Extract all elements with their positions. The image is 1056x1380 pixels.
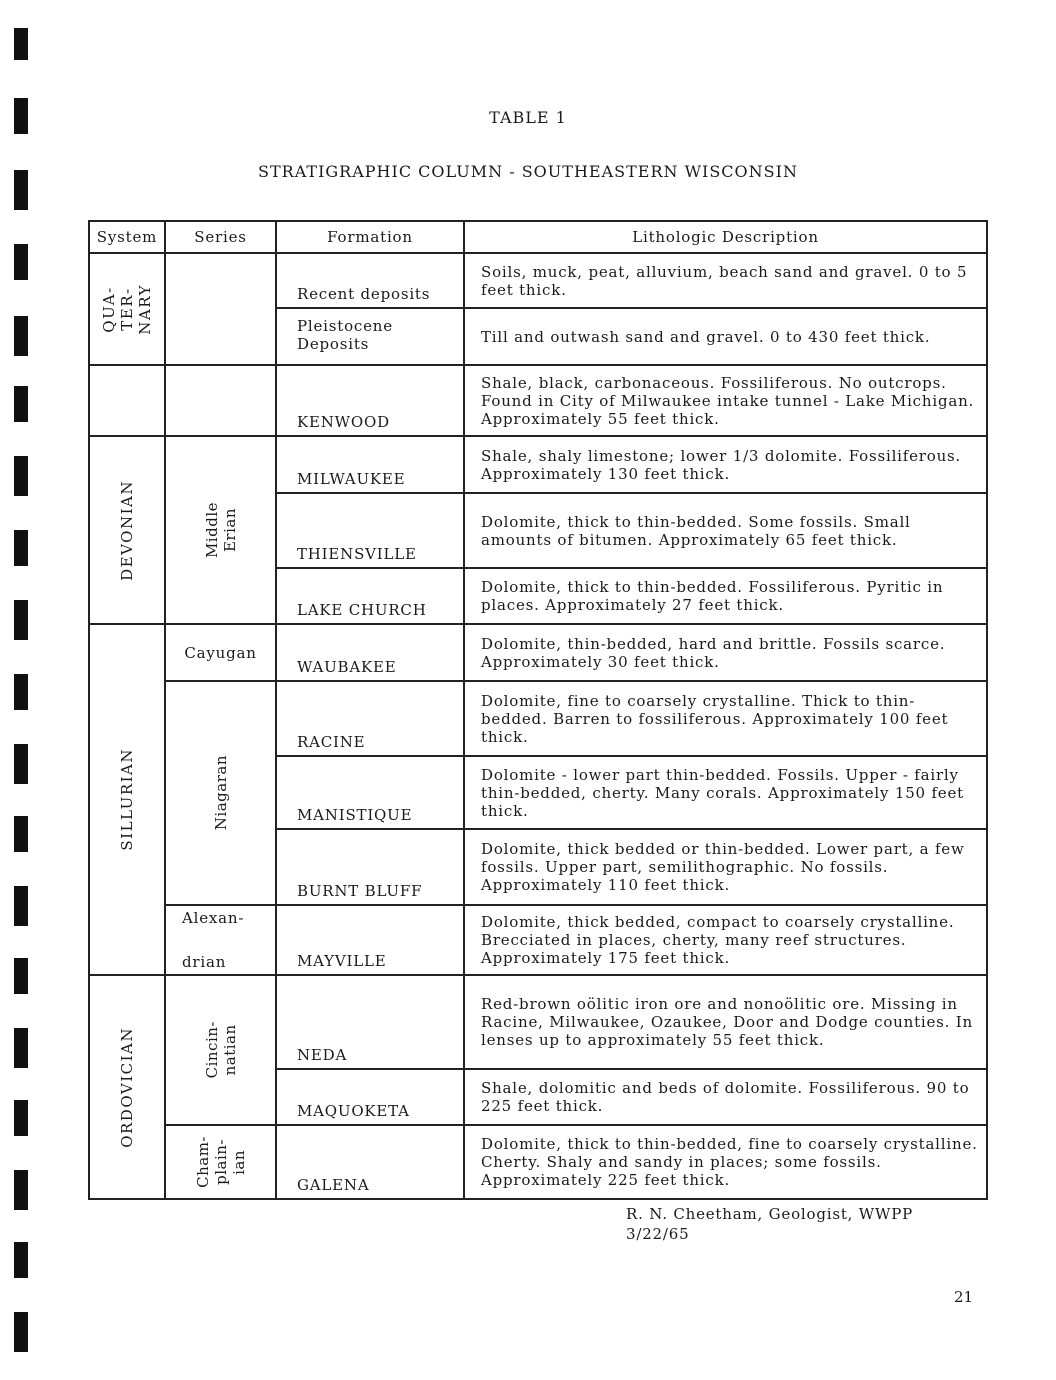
formation-cell: BURNT BLUFF [276,829,464,905]
header-row [89,221,987,253]
header-series: Series [165,221,276,253]
binder-mark [14,674,28,710]
formation-cell: Pleistocene Deposits [276,308,464,365]
description-cell: Dolomite, thin-bedded, hard and brittle. Fossils scarce. Approximately 30 feet thick. [464,624,987,681]
formation-cell: RACINE [276,681,464,756]
binder-mark [14,530,28,566]
table-row [89,436,987,493]
formation-cell: MILWAUKEE [276,436,464,493]
header-description: Lithologic Description [464,221,987,253]
series-alexandrian [165,905,276,975]
binder-mark [14,1170,28,1210]
formation-cell: MAQUOKETA [276,1069,464,1125]
binder-mark [14,600,28,640]
series-empty [165,253,276,365]
formation-cell: MAYVILLE [276,905,464,975]
description-cell: Dolomite, thick to thin-bedded. Fossiliferous. Pyritic in places. Approximately 27 feet thick. [464,568,987,624]
table-label: TABLE 1 [489,108,567,127]
binder-mark [14,386,28,422]
system-empty [89,365,165,436]
description-cell: Till and outwash sand and gravel. 0 to 430 feet thick. [464,308,987,365]
series-cayugan: Cayugan [165,624,276,681]
table-row [89,253,987,308]
binder-mark [14,958,28,994]
binder-mark [14,456,28,496]
page-title: STRATIGRAPHIC COLUMN - SOUTHEASTERN WISCONSIN [258,162,798,181]
header-formation: Formation [276,221,464,253]
table-row [89,905,987,975]
page-number: 21 [954,1288,974,1306]
system-silurian: SILLURIAN [89,624,165,975]
system-ordovician: ORDOVICIAN [89,975,165,1199]
header-system: System [89,221,165,253]
binder-mark [14,744,28,784]
formation-cell: GALENA [276,1125,464,1199]
formation-cell: NEDA [276,975,464,1069]
series-niagaran: Niagaran [165,681,276,905]
binder-mark [14,316,28,356]
series-alexandrian-line1: Alexan- [182,909,245,927]
table-row [89,365,987,436]
signature-block [626,1204,913,1244]
series-champlainian: Cham- plain- ian [165,1125,276,1199]
signature-author: R. N. Cheetham, Geologist, WWPP [626,1205,914,1223]
table-row [89,975,987,1069]
formation-cell: KENWOOD [276,365,464,436]
description-cell: Dolomite, fine to coarsely crystalline. Thick to thin-bedded. Barren to fossiliferous. Approximately 100 feet thick. [464,681,987,756]
formation-cell: WAUBAKEE [276,624,464,681]
series-alexandrian-line2: drian [182,953,227,971]
description-cell: Red-brown oölitic iron ore and nonoölitic ore. Missing in Racine, Milwaukee, Ozaukee, Door and Dodge counties. In lenses up to approximately 55 feet thick. [464,975,987,1069]
series-middle-erian: Middle Erian [165,436,276,624]
formation-cell: MANISTIQUE [276,756,464,829]
binder-mark [14,244,28,280]
description-cell: Soils, muck, peat, alluvium, beach sand and gravel. 0 to 5 feet thick. [464,253,987,308]
description-cell: Dolomite - lower part thin-bedded. Fossils. Upper - fairly thin-bedded, cherty. Many corals. Approximately 150 feet thick. [464,756,987,829]
binder-mark [14,1312,28,1352]
binder-mark [14,816,28,852]
system-devonian: DEVONIAN [89,436,165,624]
table-row [89,624,987,681]
description-cell: Dolomite, thick to thin-bedded. Some fossils. Small amounts of bitumen. Approximately 65 feet thick. [464,493,987,568]
description-cell: Dolomite, thick to thin-bedded, fine to coarsely crystalline. Cherty. Shaly and sandy in places; some fossils. Approximately 225 feet thick. [464,1125,987,1199]
series-empty [165,365,276,436]
formation-cell: Recent deposits [276,253,464,308]
description-cell: Shale, black, carbonaceous. Fossiliferous. No outcrops. Found in City of Milwaukee intake tunnel - Lake Michigan. Approximately 55 feet thick. [464,365,987,436]
signature-date: 3/22/65 [626,1225,690,1243]
system-quaternary: QUA- TER- NARY [89,253,165,365]
table-row [89,1125,987,1199]
binder-mark [14,1028,28,1068]
formation-cell: LAKE CHURCH [276,568,464,624]
binder-mark [14,28,28,60]
binder-mark [14,886,28,926]
series-cincinnatian: Cincin- natian [165,975,276,1125]
stratigraphic-table [88,220,988,1200]
description-cell: Dolomite, thick bedded, compact to coarsely crystalline. Brecciated in places, cherty, many reef structures. Approximately 175 feet thick. [464,905,987,975]
table-row [89,681,987,756]
description-cell: Shale, shaly limestone; lower 1/3 dolomite. Fossiliferous. Approximately 130 feet thick. [464,436,987,493]
description-cell: Shale, dolomitic and beds of dolomite. Fossiliferous. 90 to 225 feet thick. [464,1069,987,1125]
binder-mark [14,1100,28,1136]
binder-mark [14,1242,28,1278]
formation-cell: THIENSVILLE [276,493,464,568]
description-cell: Dolomite, thick bedded or thin-bedded. Lower part, a few fossils. Upper part, semilithographic. No fossils. Approximately 110 feet thick. [464,829,987,905]
